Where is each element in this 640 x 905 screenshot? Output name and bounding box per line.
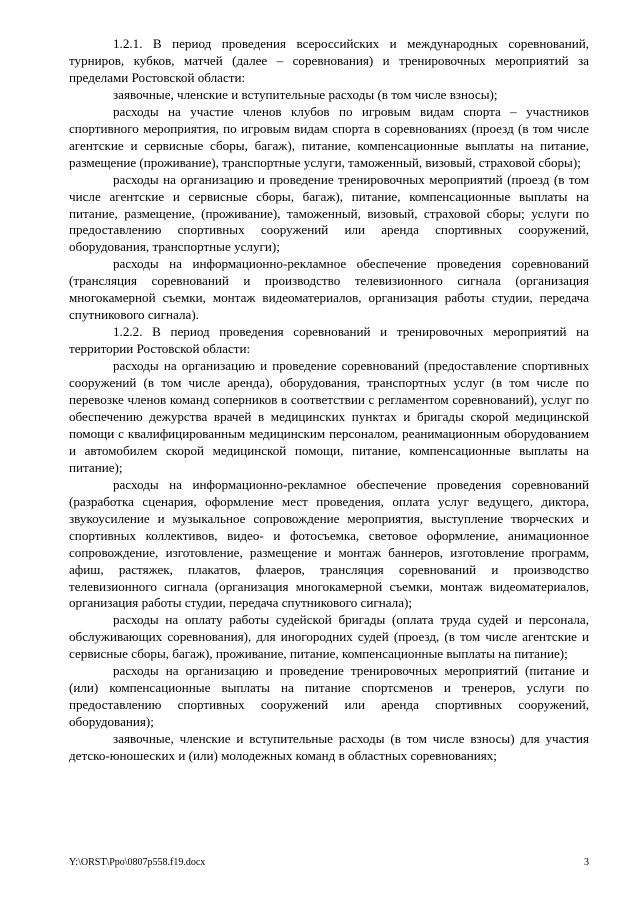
paragraph-information-advertising-regional: расходы на информационно-рекламное обеспечение проведения соревнований (разработка сценария, оформление мест проведения, оплата услуг ведущего, диктора, звукоусиление и музыкальное сопровождение мероприятия, выступление творческих и спортивных коллективов, видео- и фотосъемка, световое оформление, анимационное сопровождение, изготовление, размещение и монтаж баннеров, изготовление программ, афиш, растяжек, плакатов, флаеров, трансляция соревнований и производство телевизионного сигнала (организация многокамерной съемки, монтаж видеоматериалов, организация работы студии, передача спутникового сигнала); (69, 476, 589, 611)
paragraph-information-advertising: расходы на информационно-рекламное обеспечение проведения соревнований (трансляция соревнований и производство телевизионного сигнала (организация многокамерной съемки, монтаж видеоматериалов, организация работы студии, передача спутникового сигнала). (69, 256, 589, 323)
page-number: 3 (584, 857, 589, 868)
paragraph-referee-payment: расходы на оплату работы судейской бригады (оплата труда судей и персонала, обслуживающих соревнования), для иногородних судей (проезд, (в том числе агентские и сервисные сборы, багаж), проживание, питание, компенсационные выплаты на питание); (69, 612, 589, 662)
paragraph-1-2-2: 1.2.2. В период проведения соревнований и тренировочных мероприятий на территории Ростовской области: (69, 324, 589, 357)
paragraph-training-regional: расходы на организацию и проведение тренировочных мероприятий (питание и (или) компенсационные выплаты на питание спортсменов и тренеров, услуги по предоставлению спортивных сооружений или аренда спортивных сооружений, оборудования); (69, 663, 589, 730)
paragraph-entry-fees: заявочные, членские и вступительные расходы (в том числе взносы); (113, 86, 498, 102)
paragraph-club-participation: расходы на участие членов клубов по игровым видам спорта – участников спортивного мероприятия, по игровым видам спорта в соревнованиях (проезд (в том числе агентские и сервисные сборы, багаж), питание, компенсационные выплаты на питание, размещение (проживание), транспортные услуги, таможенный, визовый, страховой сборы); (69, 103, 589, 170)
paragraph-youth-entry-fees: заявочные, членские и вступительные расходы (в том числе взносы) для участия детско-юношеских и (или) молодежных команд в областных соревнованиях; (69, 731, 589, 764)
paragraph-competition-organization: расходы на организацию и проведение соревнований (предоставление спортивных сооружений (в том числе аренда), оборудования, транспортных услуг (в том числе по перевозке членов команд соперников в соответствии с регламентом соревнований), услуг по обеспечению дежурства врачей в медицинских пунктах и бригады скорой медицинской помощи с квалифицированным медицинским персоналом, реанимационным оборудованием и автомобилем скорой медицинской помощи, питание, компенсационные выплаты на питание); (69, 358, 589, 475)
document-body (69, 36, 589, 765)
paragraph-training-events: расходы на организацию и проведение тренировочных мероприятий (проезд (в том числе агентские и сервисные сборы, багаж), питание, компенсационные выплаты на питание, размещение, (проживание), таможенный, визовый, страховой сборы; услуги по предоставлению спортивных сооружений или аренда спортивных сооружений, оборудования, транспортные услуги); (69, 171, 589, 255)
paragraph-1-2-1: 1.2.1. В период проведения всероссийских и международных соревнований, турниров, кубков, матчей (далее – соревнования) и тренировочных мероприятий за пределами Ростовской области: (69, 36, 589, 85)
footer-file-path: Y:\ORST\Ppo\0807p558.f19.docx (69, 857, 206, 868)
